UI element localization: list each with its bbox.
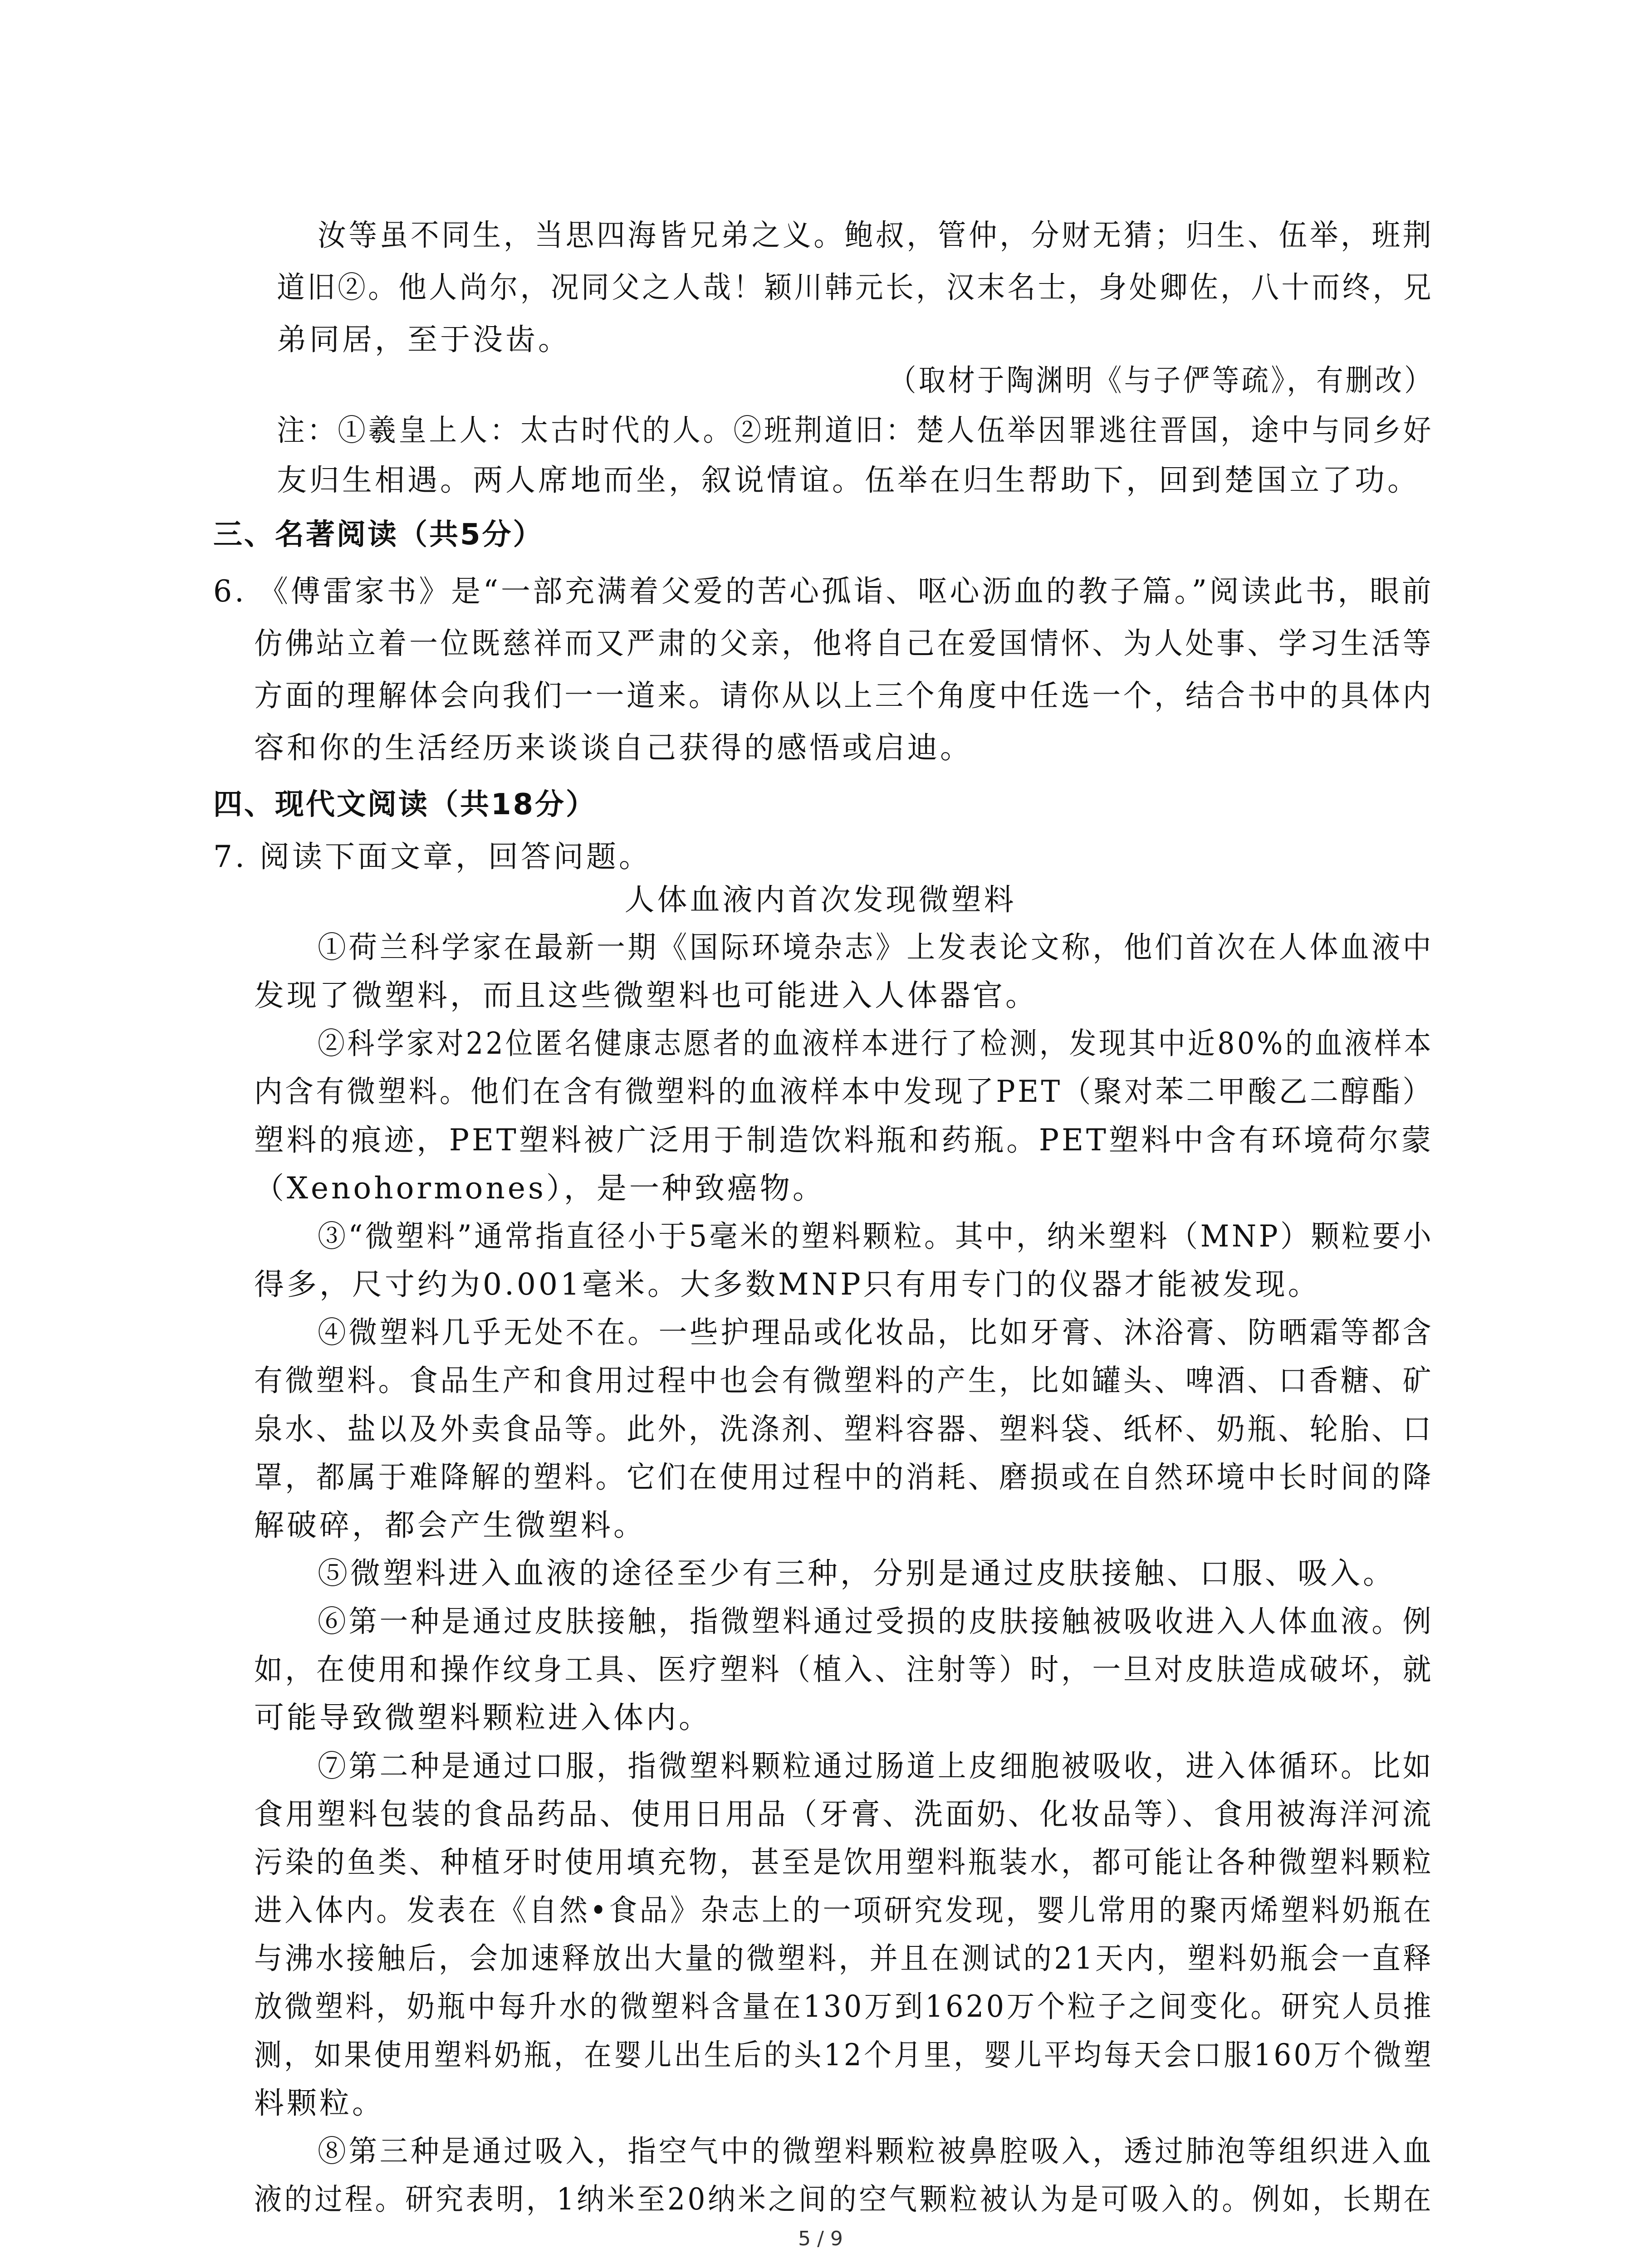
article-line-4: 内含有微塑料。他们在含有微塑料的血液样本中发现了PET（聚对苯二甲酸乙二醇酯） [254, 1074, 1434, 1109]
page-number: 5 / 9 [798, 2227, 843, 2250]
article-line-21: 进入体内。发表在《自然•食品》杂志上的一项研究发现，婴儿常用的聚丙烯塑料奶瓶在 [254, 1893, 1434, 1928]
section-3-heading: 三、名著阅读（共5分） [213, 518, 544, 552]
article-line-10: 有微塑料。食品生产和食用过程中也会有微塑料的产生，比如罐头、啤酒、口香糖、矿 [254, 1363, 1434, 1398]
article-line-25: 料颗粒。 [254, 2086, 385, 2121]
article-title: 人体血液内首次发现微塑料 [624, 882, 1017, 917]
article-line-15: ⑥第一种是通过皮肤接触，指微塑料通过受损的皮肤接触被吸收进入人体血液。例 [318, 1604, 1434, 1639]
article-line-22: 与沸水接触后，会加速释放出大量的微塑料，并且在测试的21天内，塑料奶瓶会一直释 [254, 1941, 1434, 1976]
passage-note-1: 注：①羲皇上人：太古时代的人。②班荆道旧：楚人伍举因罪逃往晋国，途中与同乡好 [277, 413, 1434, 448]
passage-line-3: 弟同居，至于没齿。 [277, 322, 571, 357]
article-line-8: 得多，尺寸约为0.001毫米。大多数MNP只有用专门的仪器才能被发现。 [254, 1267, 1321, 1302]
article-line-7: ③“微塑料”通常指直径小于5毫米的塑料颗粒。其中，纳米塑料（MNP）颗粒要小 [318, 1219, 1434, 1254]
q6-line-3: 方面的理解体会向我们一一道来。请你从以上三个角度中任选一个，结合书中的具体内 [254, 678, 1434, 713]
article-line-1: ①荷兰科学家在最新一期《国际环境杂志》上发表论文称，他们首次在人体血液中 [318, 930, 1434, 965]
article-line-24: 测，如果使用塑料奶瓶，在婴儿出生后的头12个月里，婴儿平均每天会口服160万个微塑 [254, 2038, 1434, 2072]
passage-line-2: 道旧②。他人尚尔，况同父之人哉！颖川韩元长，汉末名士，身处卿佐，八十而终，兄 [277, 270, 1434, 305]
article-line-12: 罩，都属于难降解的塑料。它们在使用过程中的消耗、磨损或在自然环境中长时间的降 [254, 1460, 1434, 1495]
passage-source: （取材于陶渊明《与子俨等疏》，有删改） [889, 363, 1434, 398]
q6-line-2: 仿佛站立着一位既慈祥而又严肃的父亲，他将自己在爱国情怀、为人处事、学习生活等 [254, 626, 1434, 661]
article-line-16: 如，在使用和操作纹身工具、医疗塑料（植入、注射等）时，一旦对皮肤造成破坏，就 [254, 1652, 1434, 1687]
q7-instruction: 7. 阅读下面文章，回答问题。 [213, 839, 652, 874]
article-line-2: 发现了微塑料，而且这些微塑料也可能进入人体器官。 [254, 978, 1038, 1013]
article-line-20: 污染的鱼类、种植牙时使用填充物，甚至是饮用塑料瓶装水，都可能让各种微塑料颗粒 [254, 1845, 1434, 1880]
passage-note-2: 友归生相遇。两人席地而坐，叙说情谊。伍举在归生帮助下，回到楚国立了功。 [277, 463, 1420, 498]
article-line-17: 可能导致微塑料颗粒进入体内。 [254, 1700, 711, 1735]
article-line-19: 食用塑料包装的食品药品、使用日用品（牙膏、洗面奶、化妆品等）、食用被海洋河流 [254, 1797, 1434, 1832]
article-line-23: 放微塑料，奶瓶中每升水的微塑料含量在130万到1620万个粒子之间变化。研究人员推 [254, 1989, 1434, 2024]
article-line-13: 解破碎，都会产生微塑料。 [254, 1508, 646, 1543]
article-line-18: ⑦第二种是通过口服，指微塑料颗粒通过肠道上皮细胞被吸收，进入体循环。比如 [318, 1749, 1434, 1784]
article-line-5: 塑料的痕迹，PET塑料被广泛用于制造饮料瓶和药瓶。PET塑料中含有环境荷尔蒙 [254, 1123, 1434, 1158]
article-line-6: （Xenohormones），是一种致癌物。 [254, 1171, 825, 1206]
q6-line-4: 容和你的生活经历来谈谈自己获得的感悟或启迪。 [254, 730, 973, 765]
q6-line-1: 6. 《傅雷家书》是“一部充满着父爱的苦心孤诣、呕心沥血的教子篇。”阅读此书，眼前 [213, 574, 1434, 609]
passage-line-1: 汝等虽不同生，当思四海皆兄弟之义。鲍叔，管仲，分财无猜；归生、伍举，班荆 [318, 218, 1434, 253]
article-line-14: ⑤微塑料进入血液的途径至少有三种，分别是通过皮肤接触、口服、吸入。 [318, 1556, 1396, 1591]
article-line-11: 泉水、盐以及外卖食品等。此外，洗涤剂、塑料容器、塑料袋、纸杯、奶瓶、轮胎、口 [254, 1412, 1434, 1447]
article-line-26: ⑧第三种是通过吸入，指空气中的微塑料颗粒被鼻腔吸入，透过肺泡等组织进入血 [318, 2134, 1434, 2169]
article-line-27: 液的过程。研究表明，1纳米至20纳米之间的空气颗粒被认为是可吸入的。例如，长期在 [254, 2182, 1434, 2217]
article-line-9: ④微塑料几乎无处不在。一些护理品或化妆品，比如牙膏、沐浴膏、防晒霜等都含 [318, 1315, 1434, 1350]
section-4-heading: 四、现代文阅读（共18分） [213, 788, 597, 821]
article-line-3: ②科学家对22位匿名健康志愿者的血液样本进行了检测，发现其中近80%的血液样本 [318, 1026, 1434, 1061]
